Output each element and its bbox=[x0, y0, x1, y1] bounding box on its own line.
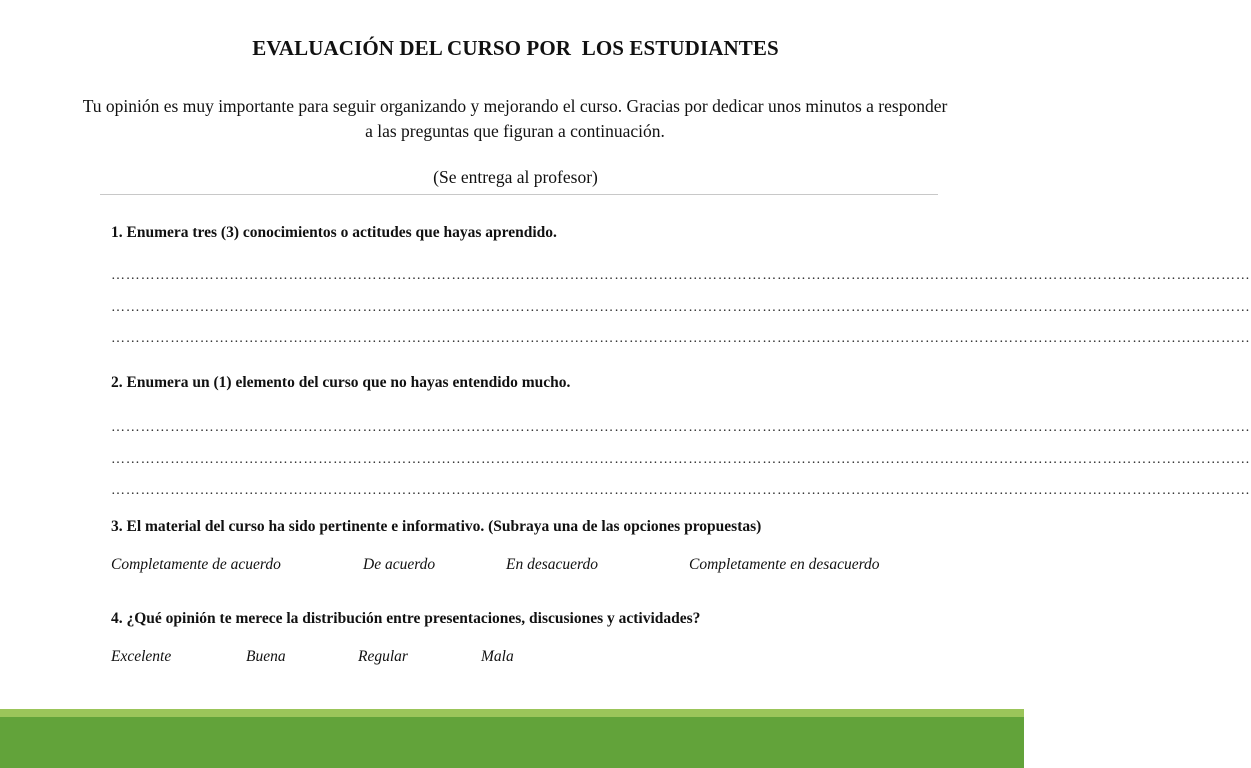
answer-line-q2-2[interactable]: …………………………………………………………………………………………………………………………………………………………………………………………………………… bbox=[111, 452, 1251, 467]
header-divider bbox=[100, 194, 938, 195]
delivery-note: (Se entrega al profesor) bbox=[433, 167, 598, 187]
question-4: 4. ¿Qué opinión te merece la distribución entre presentaciones, discusiones y actividades? bbox=[111, 610, 701, 627]
q4-option-buena[interactable]: Buena bbox=[246, 648, 286, 665]
q4-option-mala[interactable]: Mala bbox=[481, 648, 514, 665]
question-3: 3. El material del curso ha sido pertinente e informativo. (Subraya una de las opciones propuestas) bbox=[111, 518, 762, 535]
page-title: EVALUACIÓN DEL CURSO POR LOS ESTUDIANTES bbox=[252, 36, 779, 60]
question-2: 2. Enumera un (1) elemento del curso que no hayas entendido mucho. bbox=[111, 374, 571, 391]
q3-option-en-desacuerdo[interactable]: En desacuerdo bbox=[506, 556, 598, 573]
question-1: 1. Enumera tres (3) conocimientos o actitudes que hayas aprendido. bbox=[111, 224, 557, 241]
footer-accent-stripe bbox=[0, 709, 1024, 717]
q3-option-completamente-en-desacuerdo[interactable]: Completamente en desacuerdo bbox=[689, 556, 880, 573]
intro-text: Tu opinión es muy importante para seguir organizando y mejorando el curso. Gracias por dedicar unos minutos a responder a las preguntas que figuran a continuación. bbox=[82, 96, 948, 141]
footer-band bbox=[0, 717, 1024, 768]
answer-line-q2-1[interactable]: …………………………………………………………………………………………………………………………………………………………………………………………………………… bbox=[111, 420, 1251, 435]
q4-option-regular[interactable]: Regular bbox=[358, 648, 408, 665]
q4-option-excelente[interactable]: Excelente bbox=[111, 648, 172, 665]
answer-line-q1-1[interactable]: …………………………………………………………………………………………………………………………………………………………………………………………………………… bbox=[111, 268, 1251, 283]
answer-line-q1-2[interactable]: …………………………………………………………………………………………………………………………………………………………………………………………………………… bbox=[111, 300, 1251, 315]
answer-line-q1-3[interactable]: …………………………………………………………………………………………………………………………………………………………………………………………………………… bbox=[111, 331, 1251, 346]
q3-option-completamente-de-acuerdo[interactable]: Completamente de acuerdo bbox=[111, 556, 281, 573]
q3-option-de-acuerdo[interactable]: De acuerdo bbox=[363, 556, 436, 573]
answer-line-q2-3[interactable]: …………………………………………………………………………………………………………………………………………………………………………………………………………… bbox=[111, 483, 1251, 498]
